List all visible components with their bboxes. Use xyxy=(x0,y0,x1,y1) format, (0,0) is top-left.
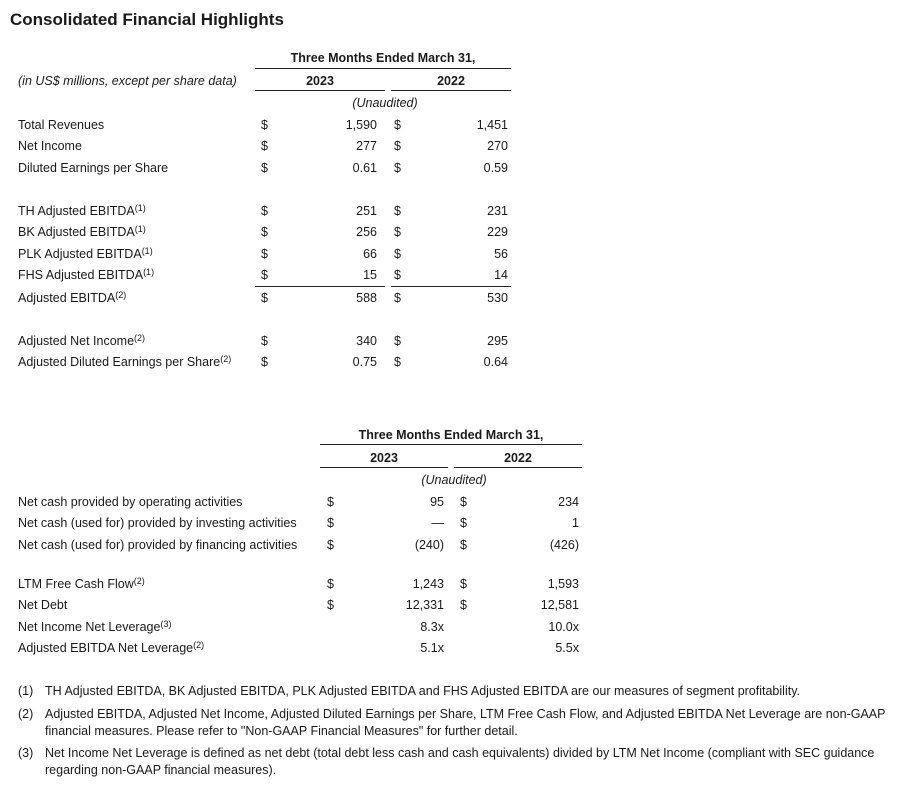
t1-row-label xyxy=(18,334,145,348)
t2-row-label xyxy=(18,620,171,634)
t1-year2-rule xyxy=(391,90,511,91)
row-label-text: Net cash provided by operating activities xyxy=(18,495,243,509)
t1-row-label xyxy=(18,247,153,261)
footnote-text: Adjusted EBITDA, Adjusted Net Income, Adjusted Diluted Earnings per Share, LTM Free Cash Flow, and Adjusted EBITDA Net Leverage are non-GAAP financial measures. Please refer to "Non-GAAP Financial Measures" for further detail. xyxy=(45,707,886,738)
t2-value-2022: (426) xyxy=(549,538,579,552)
t1-currency-2023: $ xyxy=(261,334,268,348)
t1-value-2023: 0.75 xyxy=(352,355,377,369)
footnote-ref: (1) xyxy=(143,267,155,277)
row-label-text: PLK Adjusted EBITDA xyxy=(18,247,142,261)
t1-value-2022: 530 xyxy=(487,291,508,305)
t1-currency-2023: $ xyxy=(261,118,268,132)
t2-value-2023: 8.3x xyxy=(420,620,444,634)
row-label-text: Diluted Earnings per Share xyxy=(18,161,169,175)
t2-value-2022: 1 xyxy=(572,516,579,530)
t1-row-label xyxy=(18,118,104,132)
t1-currency-2022: $ xyxy=(394,355,401,369)
t1-currency-2022: $ xyxy=(394,204,401,218)
t1-currency-2023: $ xyxy=(261,291,268,305)
t2-row-label xyxy=(18,495,242,509)
t1-row-label xyxy=(18,268,154,282)
t1-value-2023: 1,590 xyxy=(345,118,377,132)
footnote-number: (1) xyxy=(18,684,34,698)
row-label-text: LTM Free Cash Flow xyxy=(18,577,134,591)
t1-currency-2023: $ xyxy=(261,204,268,218)
t2-row-label xyxy=(18,577,145,591)
t1-row-label xyxy=(18,139,82,153)
t2-currency-2023: $ xyxy=(327,516,334,530)
footnote-text: Net Income Net Leverage is defined as net debt (total debt less cash and cash equivalents) divided by LTM Net Income (compliant with SEC guidance regarding non-GAAP financial measures). xyxy=(45,746,875,777)
t1-row-label xyxy=(18,161,168,175)
t2-value-2022: 1,593 xyxy=(547,577,579,591)
t2-header-rule xyxy=(320,444,582,445)
row-label-text: Net Income Net Leverage xyxy=(18,620,161,634)
footnote-number: (2) xyxy=(18,707,34,721)
t2-row-label xyxy=(18,538,297,552)
t2-year-2023: 2023 xyxy=(370,451,398,465)
row-label-text: TH Adjusted EBITDA xyxy=(18,204,135,218)
t2-value-2023: 1,243 xyxy=(412,577,444,591)
t2-year2-rule xyxy=(454,467,582,468)
t2-row-label xyxy=(18,516,297,530)
row-label-text: Adjusted EBITDA xyxy=(18,291,116,305)
t2-currency-2022: $ xyxy=(460,598,467,612)
row-label-text: Adjusted Diluted Earnings per Share xyxy=(18,355,221,369)
t2-value-2023: 12,331 xyxy=(405,598,444,612)
t1-currency-2023: $ xyxy=(261,268,268,282)
row-label-text: Total Revenues xyxy=(18,118,105,132)
footnote-text: TH Adjusted EBITDA, BK Adjusted EBITDA, PLK Adjusted EBITDA and FHS Adjusted EBITDA are our measures of segment profitability. xyxy=(45,684,800,698)
t1-value-2023: 251 xyxy=(356,204,377,218)
t1-row-label xyxy=(18,355,231,369)
footnote-ref: (2) xyxy=(193,640,205,650)
t2-currency-2023: $ xyxy=(327,538,334,552)
footnote-ref: (1) xyxy=(134,224,146,234)
t1-year-2023: 2023 xyxy=(306,74,334,88)
t1-value-2023: 340 xyxy=(356,334,377,348)
t2-year1-rule xyxy=(320,467,448,468)
footnote-ref: (2) xyxy=(133,576,145,586)
t1-value-2022: 0.59 xyxy=(483,161,508,175)
t2-value-2022: 234 xyxy=(558,495,579,509)
t1-currency-2022: $ xyxy=(394,291,401,305)
t2-currency-2023: $ xyxy=(327,598,334,612)
t1-currency-2022: $ xyxy=(394,118,401,132)
t1-currency-2022: $ xyxy=(394,225,401,239)
t1-currency-2022: $ xyxy=(394,334,401,348)
t1-value-2023: 15 xyxy=(363,268,377,282)
row-label-text: Adjusted EBITDA Net Leverage xyxy=(18,641,194,655)
row-label-text: Net cash (used for) provided by investing activities xyxy=(18,516,297,530)
t1-currency-2022: $ xyxy=(394,139,401,153)
t1-value-2023: 588 xyxy=(356,291,377,305)
t2-value-2023: — xyxy=(431,516,444,530)
t2-unaudited-label: (Unaudited) xyxy=(421,473,487,487)
footnote-number: (3) xyxy=(18,746,34,760)
row-label-text: Net cash (used for) provided by financing activities xyxy=(18,538,298,552)
t1-value-2022: 270 xyxy=(487,139,508,153)
t2-value-2022: 10.0x xyxy=(548,620,579,634)
t1-header-rule xyxy=(255,68,511,69)
t1-value-2022: 231 xyxy=(487,204,508,218)
t2-value-2023: 5.1x xyxy=(420,641,444,655)
t1-unaudited-label: (Unaudited) xyxy=(352,96,418,110)
t2-year-2022: 2022 xyxy=(504,451,532,465)
t2-currency-2023: $ xyxy=(327,577,334,591)
t1-value-2022: 229 xyxy=(487,225,508,239)
footnote-ref: (1) xyxy=(141,246,153,256)
footnote-ref: (2) xyxy=(115,290,127,300)
t1-currency-2022: $ xyxy=(394,161,401,175)
t1-year1-rule xyxy=(255,90,385,91)
footnote-ref: (2) xyxy=(134,333,146,343)
t1-period-header: Three Months Ended March 31, xyxy=(290,51,476,65)
row-label-text: Net Income xyxy=(18,139,82,153)
t2-currency-2022: $ xyxy=(460,516,467,530)
t2-row-label xyxy=(18,641,204,655)
t1-currency-2023: $ xyxy=(261,139,268,153)
t2-currency-2022: $ xyxy=(460,538,467,552)
page-title: Consolidated Financial Highlights xyxy=(10,10,284,29)
t1-value-2023: 66 xyxy=(363,247,377,261)
t2-value-2023: (240) xyxy=(414,538,444,552)
t2-value-2023: 95 xyxy=(430,495,444,509)
footnote-ref: (1) xyxy=(134,203,146,213)
t2-currency-2022: $ xyxy=(460,495,467,509)
t1-row-label xyxy=(18,225,146,239)
t1-row-label xyxy=(18,291,126,305)
t1-row-label xyxy=(18,204,146,218)
t1-units-note: (in US$ millions, except per share data) xyxy=(18,74,237,88)
t2-value-2022: 12,581 xyxy=(540,598,579,612)
t1-value-2022: 1,451 xyxy=(476,118,508,132)
t1-currency-2023: $ xyxy=(261,161,268,175)
row-label-text: FHS Adjusted EBITDA xyxy=(18,268,144,282)
t1-currency-2023: $ xyxy=(261,225,268,239)
t2-row-label xyxy=(18,598,67,612)
row-label-text: Adjusted Net Income xyxy=(18,334,135,348)
t1-year-2022: 2022 xyxy=(437,74,465,88)
t1-value-2022: 0.64 xyxy=(483,355,508,369)
row-label-text: BK Adjusted EBITDA xyxy=(18,225,135,239)
t1-currency-2023: $ xyxy=(261,355,268,369)
t1-value-2023: 0.61 xyxy=(352,161,377,175)
footnote-ref: (3) xyxy=(160,619,172,629)
t2-period-header: Three Months Ended March 31, xyxy=(358,428,544,442)
t1-value-2022: 14 xyxy=(494,268,508,282)
row-label-text: Net Debt xyxy=(18,598,68,612)
t1-value-2023: 277 xyxy=(356,139,377,153)
t2-currency-2022: $ xyxy=(460,577,467,591)
t1-currency-2023: $ xyxy=(261,247,268,261)
t1-currency-2022: $ xyxy=(394,268,401,282)
t1-value-2022: 295 xyxy=(487,334,508,348)
t1-subtotal-rule-1 xyxy=(255,286,385,287)
t2-currency-2023: $ xyxy=(327,495,334,509)
t2-value-2022: 5.5x xyxy=(555,641,579,655)
footnote-ref: (2) xyxy=(220,354,232,364)
t1-value-2023: 256 xyxy=(356,225,377,239)
t1-subtotal-rule-2 xyxy=(391,286,511,287)
t1-value-2022: 56 xyxy=(494,247,508,261)
t1-currency-2022: $ xyxy=(394,247,401,261)
